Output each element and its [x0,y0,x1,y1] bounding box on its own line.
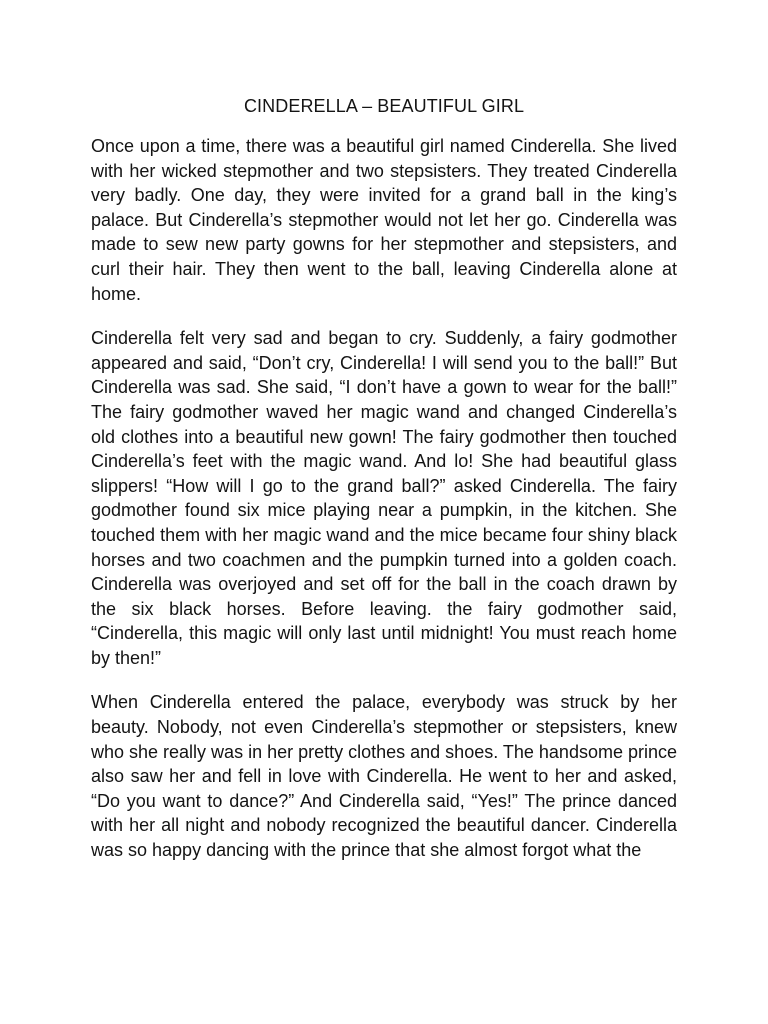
paragraph-3: When Cinderella entered the palace, everybody was struck by her beauty. Nobody, not even Cinderella’s stepmother or stepsisters, knew who she really was in her pretty clothes and shoes. The handsome prince also saw her and fell in love with Cinderella. He went to her and asked, “Do you want to dance?” And Cinderella said, “Yes!” The prince danced with her all night and nobody recognized the beautiful dancer. Cinderella was so happy dancing with the prince that she almost forgot what the [91,692,677,861]
page-title: CINDERELLA – BEAUTIFUL GIRL [243,96,525,116]
paragraph-2: Cinderella felt very sad and began to cry. Suddenly, a fairy godmother appeared and said, “Don’t cry, Cinderella! I will send you to the ball!” But Cinderella was sad. She said, “I don’t have a gown to wear for the ball!” The fairy godmother waved her magic wand and changed Cinderella’s old clothes into a beautiful new gown! The fairy godmother then touched Cinderella’s feet with the magic wand. And lo! She had beautiful glass slippers! “How will I go to the grand ball?” asked Cinderella. The fairy godmother found six mice playing near a pumpkin, in the kitchen. She touched them with her magic wand and the mice became four shiny black horses and two coachmen and the pumpkin turned into a golden coach. Cinderella was overjoyed and set off for the ball in the coach drawn by the six black horses. Before leaving. the fairy godmother said, “Cinderella, this magic will only last until midnight! You must reach home by then!” [91,328,677,668]
paragraph-1: Once upon a time, there was a beautiful girl named Cinderella. She lived with her wicked stepmother and two stepsisters. They treated Cinderella very badly. One day, they were invited for a grand ball in the king’s palace. But Cinderella’s stepmother would not let her go. Cinderella was made to sew new party gowns for her stepmother and stepsisters, and curl their hair. They then went to the ball, leaving Cinderella alone at home. [91,136,677,304]
document-body [91,134,677,863]
